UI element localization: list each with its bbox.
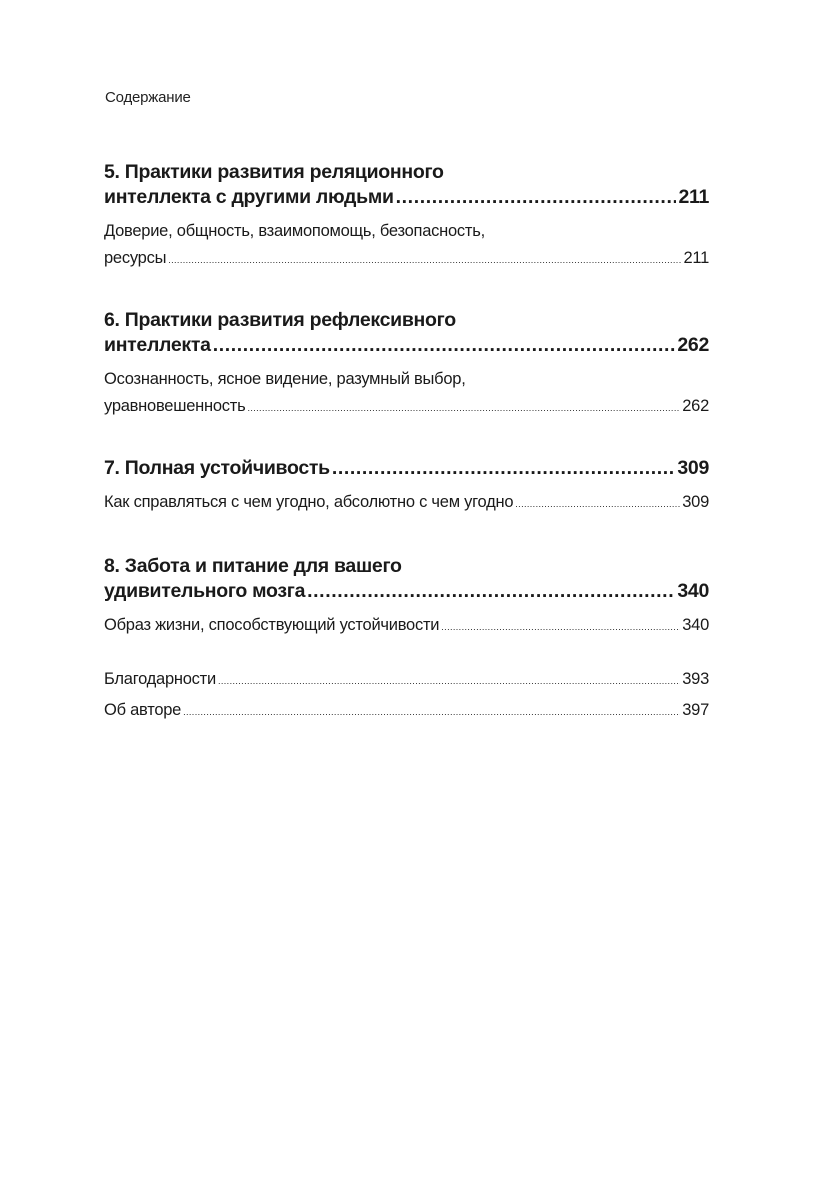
section-entry — [104, 612, 709, 641]
dot-leader — [441, 614, 680, 641]
section-line: Образ жизни, способствующий устойчивости — [104, 616, 440, 634]
dot-leader — [247, 395, 680, 422]
back-matter-page-number: 393 — [682, 670, 709, 688]
chapter-title-line: интеллекта — [104, 334, 211, 356]
chapter-title-row — [104, 579, 709, 604]
toc-chapter-5 — [104, 160, 709, 274]
toc-chapter-7 — [104, 456, 709, 518]
chapter-title-row — [104, 456, 709, 481]
chapter-page-number: 262 — [677, 334, 709, 356]
back-matter-label: Об авторе — [104, 701, 182, 719]
dot-leader — [332, 456, 676, 481]
running-head: Содержание — [105, 89, 191, 106]
back-matter-entry — [104, 696, 709, 727]
section-line: Как справляться с чем угодно, абсолютно с чем угодно — [104, 493, 514, 511]
back-matter-page-number: 397 — [682, 701, 709, 719]
section-row — [104, 489, 709, 518]
chapter-title-line: 7. Полная устойчивость — [104, 457, 330, 479]
back-matter-label: Благодарности — [104, 670, 216, 688]
chapter-title — [104, 308, 709, 358]
section-row — [104, 393, 709, 422]
section-page-number: 340 — [682, 616, 709, 634]
section-line: Доверие, общность, взаимопомощь, безопасность, — [104, 222, 485, 240]
chapter-title — [104, 456, 709, 481]
dot-leader — [396, 185, 677, 210]
section-row — [104, 612, 709, 641]
section-line: ресурсы — [104, 249, 167, 267]
toc-chapter-8 — [104, 554, 709, 641]
section-page-number: 211 — [683, 249, 709, 267]
dot-leader — [183, 698, 680, 727]
chapter-title-line: интеллекта с другими людьми — [104, 186, 394, 208]
dot-leader — [213, 333, 676, 358]
section-line: уравновешенность — [104, 397, 246, 415]
dot-leader — [307, 579, 675, 604]
section-line: Осознанность, ясное видение, разумный выбор, — [104, 370, 466, 388]
chapter-title — [104, 554, 709, 604]
dot-leader — [168, 247, 681, 274]
section-page-number: 262 — [682, 397, 709, 415]
section-entry — [104, 366, 709, 422]
section-page-number: 309 — [682, 493, 709, 511]
chapter-title-row — [104, 185, 709, 210]
chapter-page-number: 340 — [677, 580, 709, 602]
section-entry — [104, 489, 709, 518]
dot-leader — [515, 491, 680, 518]
chapter-title — [104, 160, 709, 210]
toc-chapter-6 — [104, 308, 709, 422]
dot-leader — [218, 667, 680, 696]
chapter-title-line: удивительного мозга — [104, 580, 306, 602]
table-of-contents — [104, 160, 709, 727]
chapter-page-number: 211 — [678, 186, 709, 208]
chapter-title-row — [104, 333, 709, 358]
chapter-title-line: 8. Забота и питание для вашего — [104, 555, 402, 577]
back-matter — [104, 665, 709, 727]
section-entry — [104, 218, 709, 274]
chapter-page-number: 309 — [677, 457, 709, 479]
chapter-title-line: 6. Практики развития рефлексивного — [104, 309, 456, 331]
chapter-title-line: 5. Практики развития реляционного — [104, 161, 444, 183]
back-matter-entry — [104, 665, 709, 696]
section-row — [104, 245, 709, 274]
